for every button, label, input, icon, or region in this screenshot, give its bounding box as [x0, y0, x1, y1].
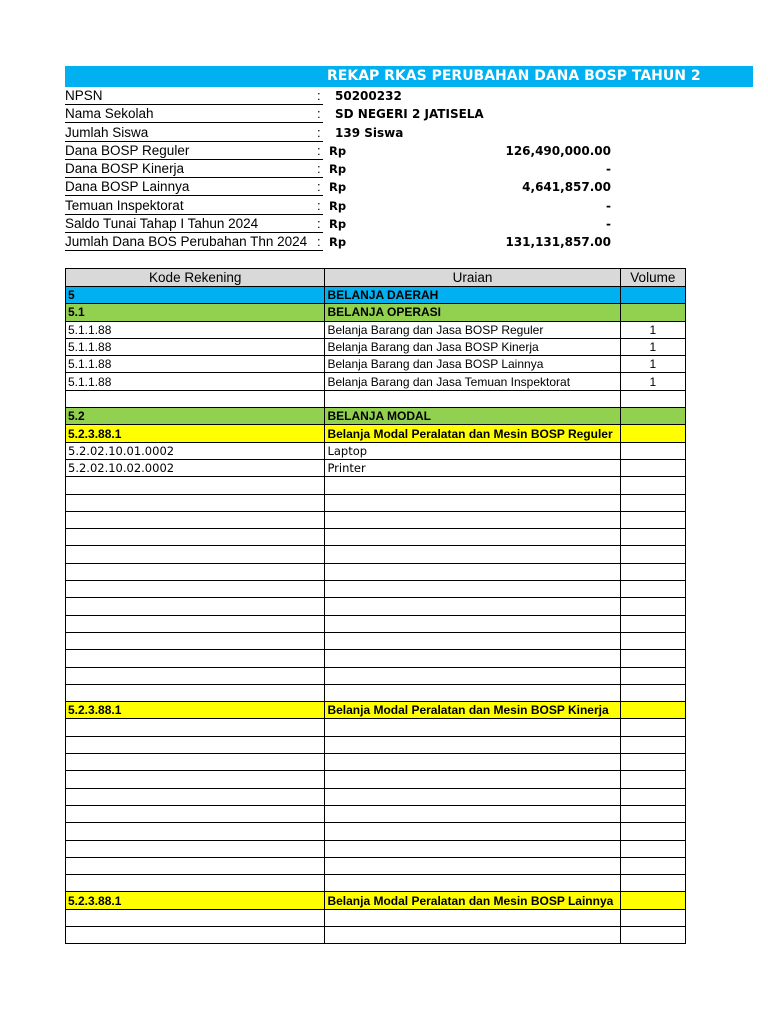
table-row	[66, 356, 686, 373]
currency-label: Rp	[329, 198, 347, 213]
table-row	[66, 598, 686, 615]
cell-uraian	[325, 857, 620, 874]
cell-volume	[620, 857, 685, 874]
cell-uraian	[325, 926, 620, 943]
table-row	[66, 390, 686, 407]
cell-volume	[620, 477, 685, 494]
info-row	[65, 124, 625, 142]
school-info	[65, 87, 625, 252]
cell-uraian	[325, 477, 620, 494]
info-colon: :	[317, 161, 321, 177]
table-row	[66, 840, 686, 857]
info-colon: :	[317, 88, 321, 103]
cell-volume	[620, 546, 685, 563]
info-row	[65, 197, 625, 215]
table-row	[66, 909, 686, 926]
cell-uraian	[325, 546, 620, 563]
cell-volume	[620, 459, 685, 476]
table-row	[66, 563, 686, 580]
table-row	[66, 459, 686, 476]
cell-volume	[620, 805, 685, 822]
cell-kode: 5.1.1.88	[66, 356, 325, 373]
info-row	[65, 178, 625, 196]
table-row	[66, 805, 686, 822]
table-row	[66, 442, 686, 459]
info-label: Saldo Tunai Tahap I Tahun 2024	[65, 215, 323, 233]
info-label: Jumlah Dana BOS Perubahan Thn 2024	[65, 233, 323, 251]
cell-volume	[620, 581, 685, 598]
currency-label: Rp	[329, 162, 347, 177]
cell-uraian	[325, 511, 620, 528]
table-row	[66, 321, 686, 338]
table-row	[66, 425, 686, 442]
header-uraian: Uraian	[325, 269, 620, 287]
table-header-row	[66, 269, 686, 287]
cell-uraian	[325, 771, 620, 788]
cell-volume	[620, 823, 685, 840]
info-label: Temuan Inspektorat	[65, 197, 323, 215]
cell-uraian	[325, 650, 620, 667]
table-row	[66, 287, 686, 304]
cell-kode: 5	[66, 287, 325, 304]
info-colon: :	[317, 124, 321, 140]
cell-kode	[66, 771, 325, 788]
cell-volume	[620, 425, 685, 442]
cell-uraian: Belanja Modal Peralatan dan Mesin BOSP Kinerja	[325, 702, 620, 719]
page-title: REKAP RKAS PERUBAHAN DANA BOSP TAHUN 2	[327, 68, 701, 84]
cell-uraian: Belanja Barang dan Jasa BOSP Reguler	[325, 321, 620, 338]
table-row	[66, 736, 686, 753]
table-row	[66, 823, 686, 840]
info-value: 139 Siswa	[335, 125, 404, 140]
cell-kode	[66, 875, 325, 892]
cell-kode: 5.2.02.10.02.0002	[66, 459, 325, 476]
cell-uraian	[325, 632, 620, 649]
cell-volume	[620, 892, 685, 909]
cell-kode	[66, 719, 325, 736]
table-row	[66, 684, 686, 701]
cell-uraian	[325, 754, 620, 771]
cell-volume: 1	[620, 356, 685, 373]
cell-kode	[66, 754, 325, 771]
cell-uraian	[325, 581, 620, 598]
info-row	[65, 105, 625, 123]
table-row	[66, 702, 686, 719]
info-row	[65, 215, 625, 233]
table-row	[66, 667, 686, 684]
currency-label: Rp	[329, 143, 347, 158]
info-label: Dana BOSP Kinerja	[65, 160, 323, 178]
info-colon: :	[317, 142, 321, 158]
cell-uraian: Belanja Barang dan Jasa BOSP Lainnya	[325, 356, 620, 373]
cell-volume	[620, 667, 685, 684]
cell-volume	[620, 390, 685, 407]
table-row	[66, 477, 686, 494]
table-row	[66, 926, 686, 943]
info-label: Dana BOSP Lainnya	[65, 178, 323, 196]
cell-volume	[620, 702, 685, 719]
table-row	[66, 408, 686, 425]
cell-uraian	[325, 667, 620, 684]
currency-label: Rp	[329, 217, 347, 232]
currency-label: Rp	[329, 180, 347, 195]
title-bar	[65, 66, 753, 87]
cell-uraian	[325, 909, 620, 926]
info-value: 50200232	[335, 89, 402, 103]
info-colon: :	[317, 197, 321, 213]
table-row	[66, 650, 686, 667]
cell-volume	[620, 719, 685, 736]
info-row	[65, 87, 625, 105]
cell-kode: 5.1	[66, 304, 325, 321]
cell-kode: 5.1.1.88	[66, 338, 325, 355]
cell-volume	[620, 598, 685, 615]
cell-volume	[620, 771, 685, 788]
cell-uraian: Printer	[325, 459, 620, 476]
cell-volume	[620, 494, 685, 511]
info-colon: :	[317, 234, 321, 250]
cell-kode	[66, 736, 325, 753]
cell-kode	[66, 805, 325, 822]
cell-uraian	[325, 529, 620, 546]
info-label: NPSN	[65, 87, 323, 105]
cell-volume	[620, 442, 685, 459]
cell-kode	[66, 857, 325, 874]
table-row	[66, 857, 686, 874]
table-row	[66, 754, 686, 771]
rekening-table	[65, 268, 686, 944]
cell-uraian	[325, 719, 620, 736]
cell-volume: 1	[620, 321, 685, 338]
cell-kode	[66, 511, 325, 528]
cell-kode: 5.1.1.88	[66, 373, 325, 390]
cell-kode	[66, 632, 325, 649]
cell-uraian: BELANJA MODAL	[325, 408, 620, 425]
cell-kode: 5.2.3.88.1	[66, 892, 325, 909]
table-row	[66, 304, 686, 321]
info-label: Jumlah Siswa	[65, 124, 323, 142]
cell-volume	[620, 615, 685, 632]
table-row	[66, 494, 686, 511]
table-row	[66, 632, 686, 649]
cell-kode: 5.2.3.88.1	[66, 425, 325, 442]
cell-kode	[66, 667, 325, 684]
cell-volume	[620, 563, 685, 580]
info-value: SD NEGERI 2 JATISELA	[335, 107, 484, 122]
cell-kode	[66, 788, 325, 805]
info-amount: -	[606, 162, 611, 177]
cell-volume	[620, 632, 685, 649]
cell-kode	[66, 546, 325, 563]
cell-uraian	[325, 684, 620, 701]
cell-volume	[620, 875, 685, 892]
table-row	[66, 511, 686, 528]
cell-volume	[620, 650, 685, 667]
info-amount: 4,641,857.00	[522, 180, 611, 195]
cell-volume	[620, 840, 685, 857]
cell-kode	[66, 615, 325, 632]
cell-volume	[620, 736, 685, 753]
table-row	[66, 373, 686, 390]
cell-uraian	[325, 598, 620, 615]
cell-volume	[620, 788, 685, 805]
cell-uraian: Belanja Barang dan Jasa BOSP Kinerja	[325, 338, 620, 355]
cell-volume	[620, 754, 685, 771]
table-row	[66, 581, 686, 598]
cell-kode: 5.2	[66, 408, 325, 425]
table-row	[66, 615, 686, 632]
cell-uraian: Laptop	[325, 442, 620, 459]
info-amount: 126,490,000.00	[505, 143, 611, 158]
cell-kode	[66, 684, 325, 701]
cell-kode	[66, 494, 325, 511]
info-colon: :	[317, 216, 321, 232]
table-row	[66, 719, 686, 736]
cell-uraian	[325, 840, 620, 857]
cell-kode	[66, 926, 325, 943]
info-row	[65, 142, 625, 160]
cell-volume	[620, 684, 685, 701]
cell-volume	[620, 511, 685, 528]
cell-kode: 5.2.3.88.1	[66, 702, 325, 719]
info-colon: :	[317, 106, 321, 122]
cell-volume	[620, 529, 685, 546]
cell-kode	[66, 563, 325, 580]
cell-uraian: Belanja Barang dan Jasa Temuan Inspektorat	[325, 373, 620, 390]
cell-kode: 5.1.1.88	[66, 321, 325, 338]
cell-volume	[620, 909, 685, 926]
cell-uraian	[325, 563, 620, 580]
cell-volume	[620, 287, 685, 304]
cell-kode	[66, 390, 325, 407]
currency-label: Rp	[329, 235, 347, 250]
cell-volume	[620, 408, 685, 425]
cell-uraian	[325, 805, 620, 822]
cell-uraian	[325, 615, 620, 632]
cell-uraian: BELANJA OPERASI	[325, 304, 620, 321]
cell-kode	[66, 650, 325, 667]
table-row	[66, 546, 686, 563]
cell-kode	[66, 909, 325, 926]
cell-kode	[66, 823, 325, 840]
cell-uraian	[325, 788, 620, 805]
header-kode-rekening: Kode Rekening	[66, 269, 325, 287]
info-amount: -	[606, 198, 611, 213]
cell-uraian	[325, 494, 620, 511]
table-row	[66, 338, 686, 355]
cell-uraian	[325, 875, 620, 892]
cell-kode	[66, 598, 325, 615]
info-amount: 131,131,857.00	[505, 235, 611, 250]
info-amount: -	[606, 217, 611, 232]
cell-volume	[620, 926, 685, 943]
cell-kode	[66, 840, 325, 857]
info-row	[65, 160, 625, 178]
cell-uraian	[325, 823, 620, 840]
cell-kode	[66, 529, 325, 546]
cell-volume: 1	[620, 338, 685, 355]
cell-uraian	[325, 736, 620, 753]
table-row	[66, 788, 686, 805]
header-volume: Volume	[620, 269, 685, 287]
table-row	[66, 875, 686, 892]
cell-volume: 1	[620, 373, 685, 390]
cell-kode: 5.2.02.10.01.0002	[66, 442, 325, 459]
cell-kode	[66, 477, 325, 494]
cell-uraian	[325, 390, 620, 407]
table-row	[66, 529, 686, 546]
cell-kode	[66, 581, 325, 598]
cell-uraian: Belanja Modal Peralatan dan Mesin BOSP Lainnya	[325, 892, 620, 909]
cell-uraian: Belanja Modal Peralatan dan Mesin BOSP Reguler	[325, 425, 620, 442]
table-row	[66, 892, 686, 909]
info-colon: :	[317, 179, 321, 195]
info-label: Dana BOSP Reguler	[65, 142, 323, 160]
info-row	[65, 233, 625, 251]
cell-volume	[620, 304, 685, 321]
info-label: Nama Sekolah	[65, 105, 323, 123]
cell-uraian: BELANJA DAERAH	[325, 287, 620, 304]
table-row	[66, 771, 686, 788]
